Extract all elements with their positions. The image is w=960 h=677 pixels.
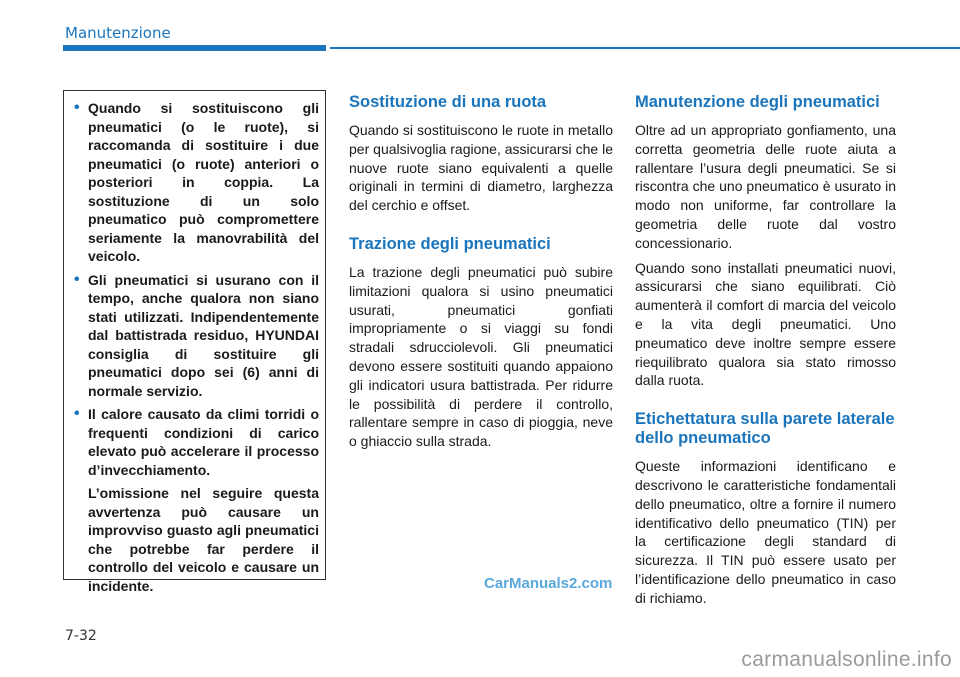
warning-closing: L’omissione nel seguire questa avvertenza può causare un improvviso guasto agli pneumatici che potrebbe far perdere il controllo del veicolo e causare un incidente.: [88, 485, 319, 594]
heading-tire-traction: Trazione degli pneumatici: [349, 234, 551, 253]
column-middle: [349, 93, 613, 457]
heading-sidewall-label: Etichettatura sulla parete laterale dello pneumatico: [635, 410, 895, 448]
warning-box: [63, 90, 326, 594]
text-sidewall-label: Queste informazioni identificano e descrivono le caratteristiche fondamentali dello pneumatico, oltre a fornire il numero identificativo dello pneumatico (TIN) per la certificazione degli standard di sicurezza. Il TIN può essere usato per l’identificazione dello pneumatico in caso di richiamo.: [635, 458, 896, 606]
column-right: [635, 93, 896, 614]
warning-item: • Quando si sostituiscono gli pneumatici (o le ruote), si raccomanda di sostituire i due pneumatici (o ruote) anteriori o posteriori in coppia. La sostituzione di un solo pneumatico può compromettere seriamente la manovrabilità del veicolo.: [74, 99, 319, 266]
watermark-logo[interactable]: CarManuals2.com: [484, 575, 613, 592]
text-tire-maintenance-2: Quando sono installati pneumatici nuovi, assicurarsi che siano equilibrati. Ciò aumenterà il comfort di marcia del veicolo e la vita degli pneumatici. Uno pneumatico deve inoltre sempre essere riequilibrato qualora sia stato rimosso dalla ruota.: [635, 259, 896, 389]
warning-item: • Il calore causato da climi torridi o frequenti condizioni di carico elevato può accelerare il processo d’invecchiamento.: [74, 405, 319, 479]
text-tire-maintenance-1: Oltre ad un appropriato gonfiamento, una corretta geometria delle ruote aiuta a rallentare l’usura degli pneumatici. Se si riscontra che uno pneumatico è usurato in modo non uniforme, far controllare la geometria delle ruote dal vostro concessionario.: [635, 122, 896, 251]
header-rule-thin: [330, 47, 960, 49]
text-wheel-replacement: Quando si sostituiscono le ruote in metallo per qualsivoglia ragione, assicurarsi che le nuove ruote siano equivalenti a quelle originali in termini di diametro, larghezza del cerchio e offset.: [349, 122, 613, 214]
page-number: 7-32: [65, 628, 97, 644]
heading-wheel-replacement: Sostituzione di una ruota: [349, 93, 547, 111]
footer-watermark[interactable]: carmanualsonline.info: [741, 648, 952, 671]
heading-tire-maintenance: Manutenzione degli pneumatici: [635, 93, 880, 111]
text-tire-traction: La trazione degli pneumatici può subire limitazioni qualora si usino pneumatici usurati, pneumatici gonfiati impropriamente o si viaggi su fondi stradali sdrucciolevoli. Gli pneumatici devono essere sostituiti quando appaiono gli indicatori usura battistrada. Per ridurre le possibilità di perdere il controllo, rallentare sempre in caso di pioggia, neve o ghiaccio sulla strada.: [349, 263, 613, 450]
warning-item: • Gli pneumatici si usurano con il tempo, anche qualora non siano stati utilizzati. Indipendentemente dal battistrada residuo, HYUNDAI consiglia di sostituire gli pneumatici dopo sei (6) anni di normale servizio.: [74, 271, 319, 401]
header-rule-thick: [63, 45, 326, 51]
section-title: Manutenzione: [65, 24, 171, 42]
warning-list: [74, 99, 319, 479]
